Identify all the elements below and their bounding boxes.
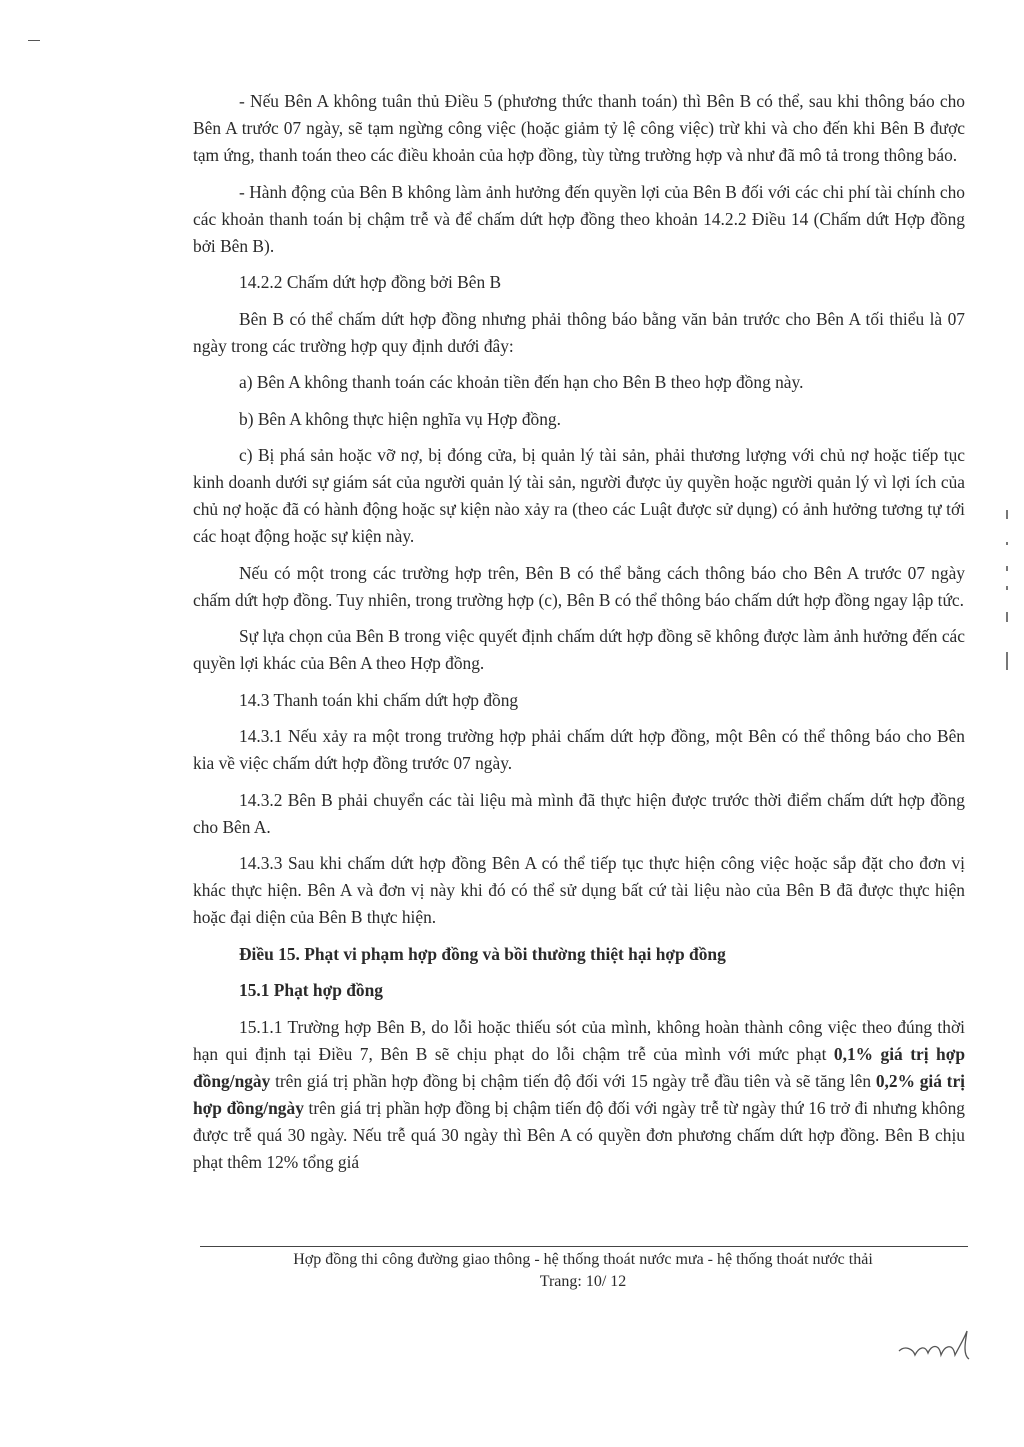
penalty-rate-1: 0,1% giá trị hợp đồng/ngày <box>193 1043 965 1091</box>
paragraph-termination-notice: Bên B có thể chấm dứt hợp đồng nhưng phải thông báo bằng văn bản trước cho Bên A tối thiểu là 07 ngày trong các trường hợp quy định dưới đây: <box>193 308 965 356</box>
document-body <box>193 88 965 1185</box>
binding-edge-marks <box>1003 500 1017 690</box>
article-heading-15: Điều 15. Phạt vi phạm hợp đồng và bồi thường thiệt hại hợp đồng <box>239 943 726 964</box>
clause-15-1-1-text-2: trên giá trị phần hợp đồng bị chậm tiến độ đối với 15 ngày trễ đầu tiên và sẽ tăng lên <box>270 1070 876 1091</box>
clause-14-3-2: 14.3.2 Bên B phải chuyển các tài liệu mà mình đã thực hiện được trước thời điểm chấm dứt hợp đồng cho Bên A. <box>193 789 965 837</box>
list-item-a: a) Bên A không thanh toán các khoản tiền đến hạn cho Bên B theo hợp đồng này. <box>239 372 804 392</box>
paragraph-suspend-work: - Nếu Bên A không tuân thủ Điều 5 (phương thức thanh toán) thì Bên B có thể, sau khi thông báo cho Bên A trước 07 ngày, sẽ tạm ngừng công việc (hoặc giảm tỷ lệ công việc) trừ khi và cho đến khi Bên B được tạm ứng, thanh toán theo các điều khoản của hợp đồng, tùy từng trường hợp và như đã mô tả trong thông báo. <box>193 91 965 165</box>
clause-14-3-1: 14.3.1 Nếu xảy ra một trong trường hợp phải chấm dứt hợp đồng, một Bên có thể thông báo cho Bên kia về việc chấm dứt hợp đồng trước 07 ngày. <box>193 726 965 773</box>
paragraph-immediate-termination: Nếu có một trong các trường hợp trên, Bên B có thể bằng cách thông báo cho Bên A trước 07 ngày chấm dứt hợp đồng. Tuy nhiên, trong trường hợp (c), Bên B có thể thông báo chấm dứt hợp đồng ngay lập tức. <box>193 562 965 610</box>
footer-rule <box>200 1246 968 1247</box>
clause-heading-14-3: 14.3 Thanh toán khi chấm dứt hợp đồng <box>239 689 519 710</box>
scan-mark <box>28 40 40 41</box>
list-item-b: b) Bên A không thực hiện nghĩa vụ Hợp đồng. <box>239 408 561 429</box>
footer-title: Hợp đồng thi công đường giao thông - hệ thống thoát nước mưa - hệ thống thoát nước thải <box>293 1251 873 1268</box>
clause-heading-14-2-2: 14.2.2 Chấm dứt hợp đồng bởi Bên B <box>239 272 502 292</box>
list-item-c: c) Bị phá sản hoặc vỡ nợ, bị đóng cửa, bị quản lý tài sản, phải thương lượng với chủ nợ hoặc tiếp tục kinh doanh dưới sự giám sát của người quản lý tài sản, người được ủy quyền hoặc người quản lý vì lợi ích của chủ nợ hoặc đã có hành động hoặc sự kiện nào xảy ra (theo các Luật được sử dụng) có ảnh hưởng tương tự tới các hoạt động hoặc sự kiện này. <box>193 445 965 546</box>
penalty-rate-2: 0,2% giá trị hợp đồng/ngày <box>193 1070 965 1118</box>
handwritten-initials <box>895 1325 975 1370</box>
clause-15-1-1-text-3: trên giá trị phần hợp đồng bị chậm tiến độ đối với ngày trễ từ ngày thứ 16 trở đi nhưng không được trễ quá 30 ngày. Nếu trễ quá 30 ngày thì Bên A có quyền đơn phương chấm dứt hợp đồng. Bên B chịu phạt thêm 12% tổng giá <box>193 1097 965 1172</box>
clause-15-1-1 <box>193 1014 965 1176</box>
clause-14-3-3: 14.3.3 Sau khi chấm dứt hợp đồng Bên A có thể tiếp tục thực hiện công việc hoặc sắp đặt cho đơn vị khác thực hiện. Bên A và đơn vị này khi đó có thể sử dụng bất cứ tài liệu nào của Bên B đã được thực hiện hoặc đại diện của Bên B thực hiện. <box>193 853 965 927</box>
section-heading-15-1: 15.1 Phạt hợp đồng <box>239 980 383 1000</box>
paragraph-rights-of-party-b: - Hành động của Bên B không làm ảnh hưởng đến quyền lợi của Bên B đối với các chi phí tài chính cho các khoản thanh toán bị chậm trễ và để chấm dứt hợp đồng theo khoản 14.2.2 Điều 14 (Chấm dứt Hợp đồng bởi Bên B). <box>193 181 965 256</box>
page-number: Trang: 10/ 12 <box>539 1273 627 1290</box>
clause-15-1-1-text-1: 15.1.1 Trường hợp Bên B, do lỗi hoặc thiếu sót của mình, không hoàn thành công việc theo đúng thời hạn qui định tại Điều 7, Bên B sẽ chịu phạt do lỗi chậm trễ của mình với mức phạt <box>193 1016 965 1064</box>
paragraph-choice-of-party-b: Sự lựa chọn của Bên B trong việc quyết định chấm dứt hợp đồng sẽ không được làm ảnh hưởng đến các quyền lợi khác của Bên A theo Hợp đồng. <box>193 626 965 673</box>
